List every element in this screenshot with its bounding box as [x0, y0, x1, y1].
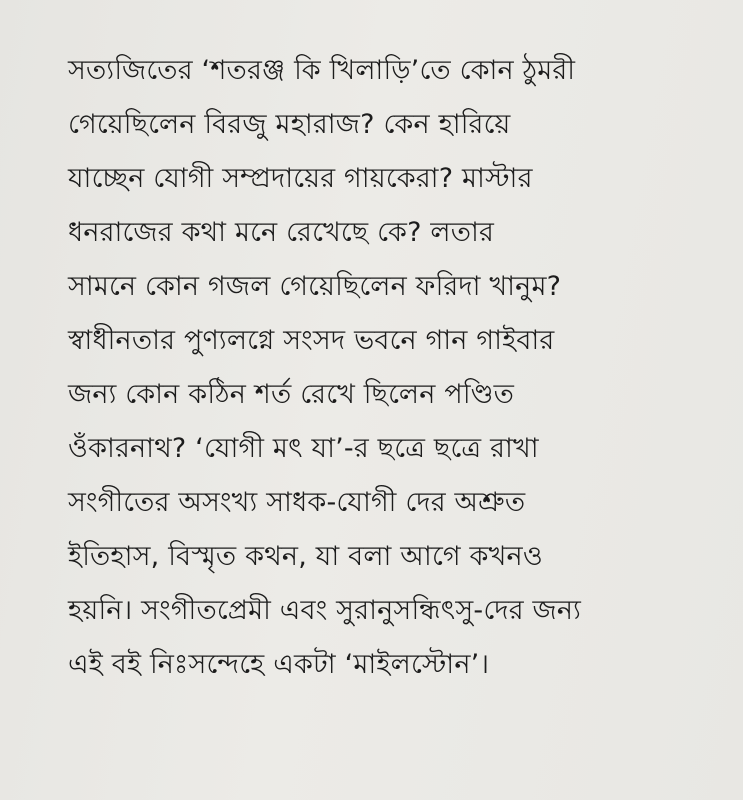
blurb-line: ওঁকারনাথ? ‘যোগী মৎ যা’-র ছত্রে ছত্রে রাখা: [68, 433, 539, 464]
blurb-line: সত্যজিতের ‘শতরঞ্জ কি খিলাড়ি’তে কোন ঠুমরী: [68, 55, 576, 86]
blurb-line: গেয়েছিলেন বিরজু মহারাজ? কেন হারিয়ে: [68, 109, 511, 140]
blurb-text: [68, 44, 708, 692]
blurb-line: স্বাধীনতার পুণ্যলগ্নে সংসদ ভবনে গান গাইবার: [68, 325, 555, 356]
blurb-line: সংগীতের অসংখ্য সাধক-যোগী দের অশ্রুত: [68, 487, 526, 518]
blurb-line: হয়নি। সংগীতপ্রেমী এবং সুরানুসন্ধিৎসু-দের জন্য: [68, 595, 582, 626]
blurb-line: যাচ্ছেন যোগী সম্প্রদায়ের গায়কেরা? মাস্টার: [68, 163, 533, 194]
blurb-line: এই বই নিঃসন্দেহে একটা ‘মাইলস্টোন’।: [68, 649, 490, 680]
blurb-line: জন্য কোন কঠিন শর্ত রেখে ছিলেন পণ্ডিত: [68, 379, 515, 410]
blurb-line: সামনে কোন গজল গেয়েছিলেন ফরিদা খানুম?: [68, 271, 562, 302]
blurb-line: ধনরাজের কথা মনে রেখেছে কে? লতার: [68, 217, 495, 248]
blurb-line: ইতিহাস, বিস্মৃত কথন, যা বলা আগে কখনও: [68, 541, 543, 572]
